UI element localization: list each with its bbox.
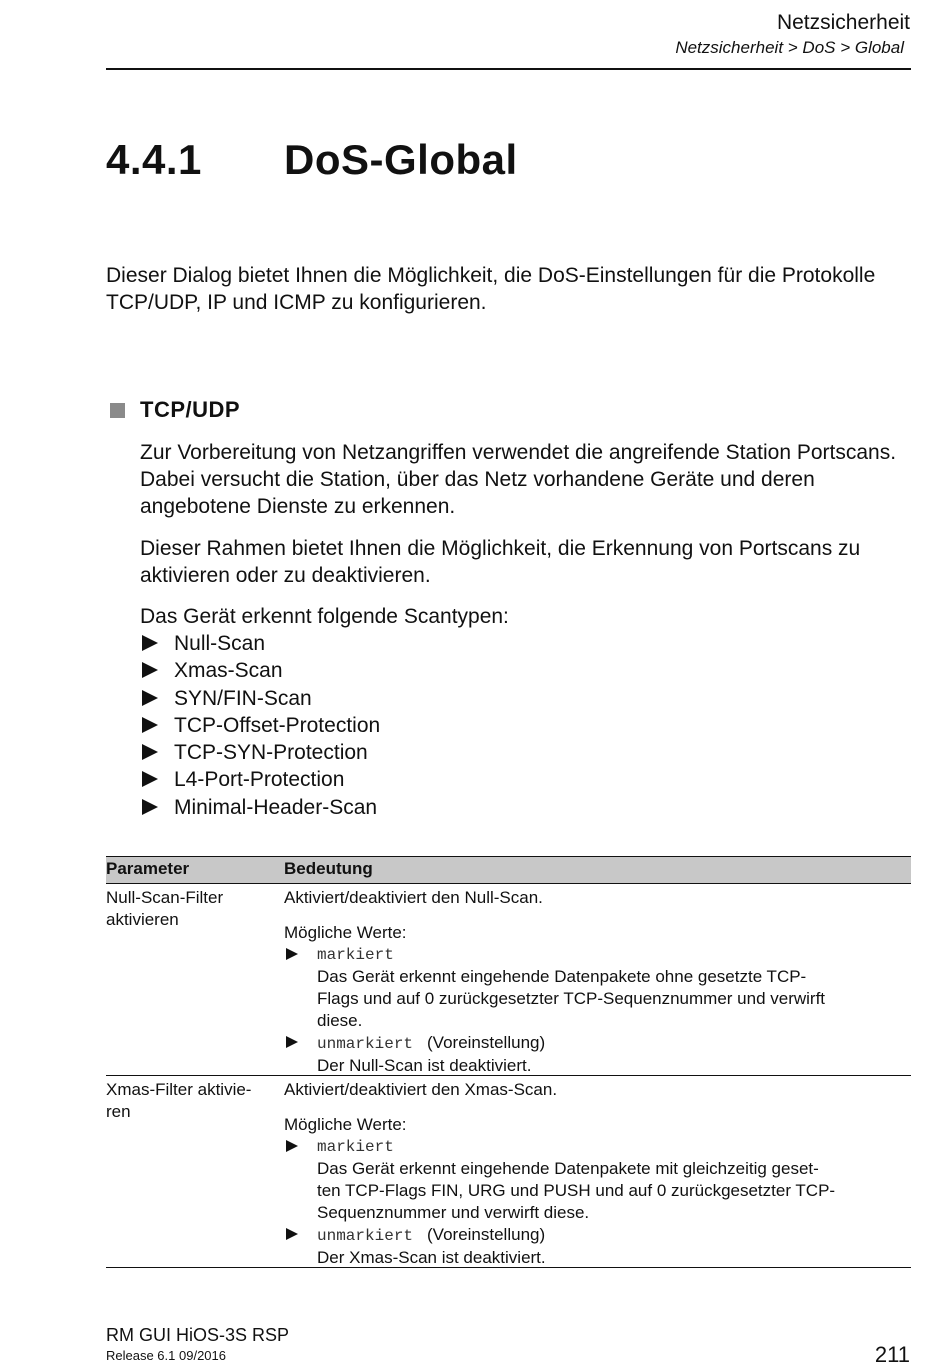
column-header-meaning: Bedeutung [284, 859, 373, 878]
value-option [284, 1136, 911, 1224]
values-label: Mögliche Werte: [284, 923, 407, 942]
list-item [140, 794, 380, 821]
header-divider [106, 68, 911, 70]
parameter-name-line: Null-Scan-Filter [106, 888, 224, 907]
list-item [140, 712, 380, 739]
section-paragraph-3: Das Gerät erkennt folgende Scantypen: [140, 605, 509, 628]
parameter-table [106, 856, 911, 1268]
parameter-name-line: Xmas-Filter aktivie- [106, 1080, 252, 1099]
column-header-parameter: Parameter [106, 859, 190, 878]
list-item-label: TCP-SYN-Protection [174, 741, 368, 765]
table-row [106, 1076, 911, 1268]
meaning-cell [284, 887, 911, 1077]
triangle-bullet-icon [142, 771, 158, 787]
list-item-label: Minimal-Header-Scan [174, 795, 378, 819]
parameter-name-line: ren [106, 1102, 131, 1121]
value-text-line: Der Null-Scan ist deaktiviert. [317, 1056, 532, 1075]
section-title: TCP/UDP [140, 397, 241, 422]
list-item [140, 739, 380, 766]
intro-paragraph: Dieser Dialog bietet Ihnen die Möglichkeit, die DoS-Einstellungen für die Protokolle TCP/UDP, IP und ICMP zu konfigurieren. [106, 264, 876, 314]
triangle-bullet-icon [142, 690, 158, 706]
list-item [140, 657, 380, 684]
value-text-line: Das Gerät erkennt eingehende Datenpakete mit gleichzeitig geset- [317, 1159, 819, 1178]
list-item-label: SYN/FIN-Scan [174, 686, 312, 710]
meaning-cell [284, 1079, 911, 1269]
value-text-line: Der Xmas-Scan ist deaktiviert. [317, 1248, 546, 1267]
parameter-cell [106, 1079, 276, 1123]
list-item [140, 630, 380, 657]
value-option [284, 1032, 911, 1077]
section-square-icon [110, 403, 125, 418]
value-option [284, 1224, 911, 1269]
default-label: (Voreinstellung) [427, 1033, 546, 1052]
triangle-bullet-icon [286, 948, 298, 960]
value-code: unmarkiert [317, 1227, 414, 1245]
triangle-bullet-icon [286, 1228, 298, 1240]
page-number: 211 [874, 1342, 910, 1367]
section-paragraph-2: Dieser Rahmen bietet Ihnen die Möglichkeit, die Erkennung von Portscans zu aktivieren oder zu deaktivieren. [140, 537, 861, 587]
footer-document-title: RM GUI HiOS-3S RSP [106, 1325, 290, 1345]
list-item-label: Null-Scan [174, 632, 266, 655]
list-item [140, 766, 380, 793]
list-item [140, 685, 380, 712]
values-label: Mögliche Werte: [284, 1115, 407, 1134]
parameter-cell [106, 887, 276, 931]
list-item-label: TCP-Offset-Protection [174, 713, 381, 737]
value-code: unmarkiert [317, 1035, 414, 1053]
triangle-bullet-icon [286, 1036, 298, 1048]
value-text-line: Flags und auf 0 zurückgesetzter TCP-Sequenznummer und verwirft [317, 989, 826, 1008]
page-title: DoS-Global [284, 136, 518, 183]
list-item-label: Xmas-Scan [174, 659, 283, 683]
header-title: Netzsicherheit [776, 11, 910, 34]
value-text-line: ten TCP-Flags FIN, URG und PUSH und auf 0 zurückgesetzter TCP- [317, 1181, 836, 1200]
value-text-line: Das Gerät erkennt eingehende Datenpakete ohne gesetzte TCP- [317, 967, 807, 986]
footer-release: Release 6.1 09/2016 [106, 1348, 226, 1363]
value-text-line: Sequenznummer und verwirft diese. [317, 1203, 590, 1222]
breadcrumb: Netzsicherheit > DoS > Global [675, 38, 904, 57]
list-item-label: L4-Port-Protection [174, 768, 345, 792]
triangle-bullet-icon [142, 717, 158, 733]
triangle-bullet-icon [142, 635, 158, 651]
triangle-bullet-icon [142, 799, 158, 815]
triangle-bullet-icon [286, 1140, 298, 1152]
value-code: markiert [317, 946, 394, 964]
table-row [106, 884, 911, 1076]
value-code: markiert [317, 1138, 394, 1156]
value-text-line: diese. [317, 1011, 363, 1030]
table-header [106, 856, 911, 884]
default-label: (Voreinstellung) [427, 1225, 546, 1244]
chapter-number: 4.4.1 [106, 136, 202, 183]
section-paragraph-1: Zur Vorbereitung von Netzangriffen verwendet die angreifende Station Portscans. Dabei versucht die Station, über das Netz vorhandene Geräte und deren angebotene Dienste zu erkennen. [140, 441, 897, 518]
meaning-description: Aktiviert/deaktiviert den Null-Scan. [284, 888, 543, 907]
meaning-description: Aktiviert/deaktiviert den Xmas-Scan. [284, 1080, 558, 1099]
parameter-name-line: aktivieren [106, 910, 179, 929]
triangle-bullet-icon [142, 744, 158, 760]
triangle-bullet-icon [142, 662, 158, 678]
scan-type-list [140, 630, 380, 821]
value-option [284, 944, 911, 1032]
